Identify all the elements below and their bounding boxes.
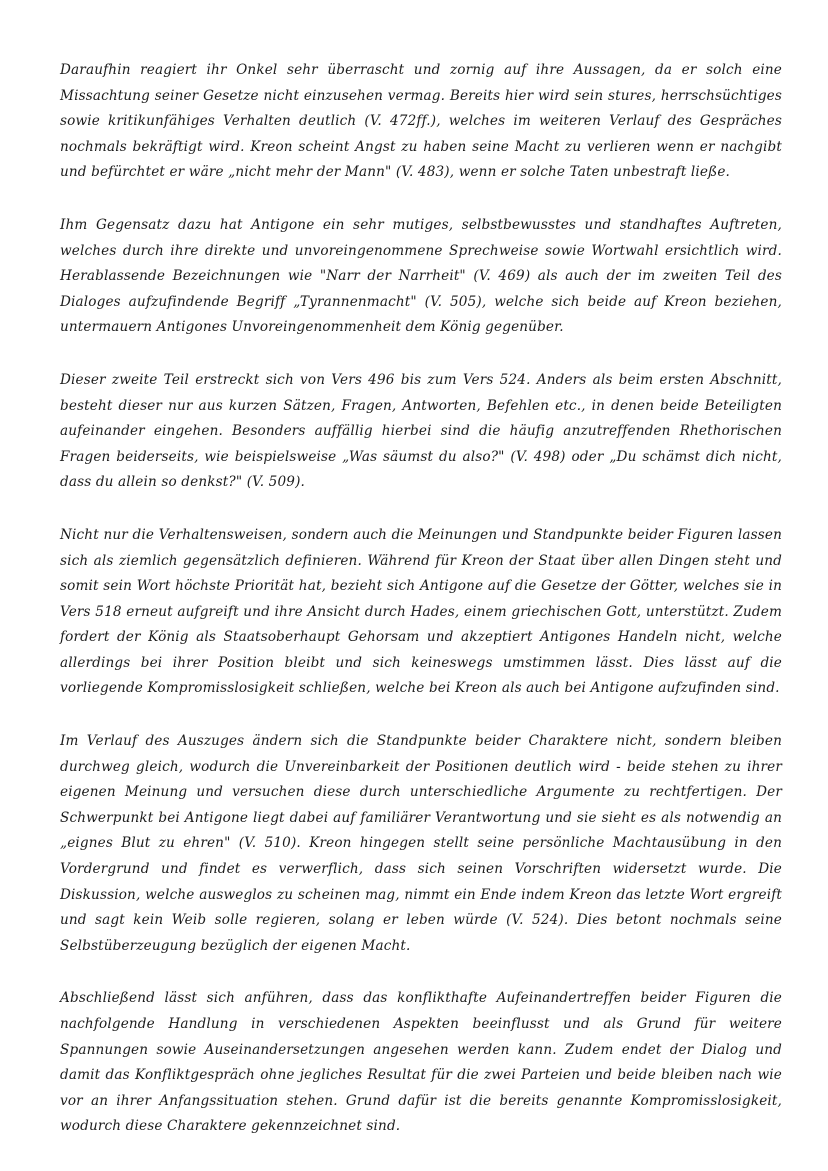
paragraph-2: Ihm Gegensatz dazu hat Antigone ein sehr mutiges, selbstbewusstes und standhaftes Auftreten, welches durch ihre direkte und unvoreingenommene Sprechweise sowie Wortwahl ersichtlich wird. Herablassende Bezeichnungen wie "Narr der Narrheit" (V. 469) als auch der im zweiten Teil des Dialoges aufzufindende Begriff „Tyrannenmacht" (V. 505), welche sich beide auf Kreon beziehen, untermauern Antigones Unvoreingenommenheit dem König gegenüber. [60, 216, 782, 336]
paragraph-3: Dieser zweite Teil erstreckt sich von Vers 496 bis zum Vers 524. Anders als beim ersten Abschnitt, besteht dieser nur aus kurzen Sätzen, Fragen, Antworten, Befehlen etc., in denen beide Beteiligten aufeinander eingehen. Besonders auffällig hierbei sind die häufig anzutreffenden Rhethorischen Fragen beiderseits, wie beispielsweise „Was säumst du also?" (V. 498) oder „Du schämst dich nicht, dass du allein so denkst?" (V. 509). [60, 371, 782, 491]
paragraph-4: Nicht nur die Verhaltensweisen, sondern auch die Meinungen und Standpunkte beider Figuren lassen sich als ziemlich gegensätzlich definieren. Während für Kreon der Staat über allen Dingen steht und somit sein Wort höchste Priorität hat, bezieht sich Antigone auf die Gesetze der Götter, welches sie in Vers 518 erneut aufgreift und ihre Ansicht durch Hades, einem griechischen Gott, unterstützt. Zudem fordert der König als Staatsoberhaupt Gehorsam und akzeptiert Antigones Handeln nicht, welche allerdings bei ihrer Position bleibt und sich keineswegs umstimmen lässt. Dies lässt auf die vorliegende Kompromisslosigkeit schließen, welche bei Kreon als auch bei Antigone aufzufinden sind. [60, 526, 782, 697]
paragraph-6: Abschließend lässt sich anführen, dass das konflikthafte Aufeinandertreffen beider Figuren die nachfolgende Handlung in verschiedenen Aspekten beeinflusst und als Grund für weitere Spannungen sowie Auseinandersetzungen angesehen werden kann. Zudem endet der Dialog und damit das Konfliktgespräch ohne jegliches Resultat für die zwei Parteien und beide bleiben nach wie vor an ihrer Anfangssituation stehen. Grund dafür ist die bereits genannte Kompromisslosigkeit, wodurch diese Charaktere gekennzeichnet sind. [60, 990, 782, 1135]
paragraph-5: Im Verlauf des Auszuges ändern sich die Standpunkte beider Charaktere nicht, sondern bleiben durchweg gleich, wodurch die Unvereinbarkeit der Positionen deutlich wird - beide stehen zu ihrer eigenen Meinung und versuchen diese durch unterschiedliche Argumente zu rechtfertigen. Der Schwerpunkt bei Antigone liegt dabei auf familiärer Verantwortung und sie sieht es als notwendig an „eignes Blut zu ehren" (V. 510). Kreon hingegen stellt seine persönliche Machtausübung in den Vordergrund und findet es verwerflich, dass sich seinen Vorschriften widersetzt wurde. Die Diskussion, welche ausweglos zu scheinen mag, nimmt ein Ende indem Kreon das letzte Wort ergreift und sagt kein Weib solle regieren, solang er leben würde (V. 524). Dies betont nochmals seine Selbstüberzeugung bezüglich der eigenen Macht. [60, 733, 782, 954]
paragraph-1: Daraufhin reagiert ihr Onkel sehr überrascht und zornig auf ihre Aussagen, da er solch eine Missachtung seiner Gesetze nicht einzusehen vermag. Bereits hier wird sein stures, herrschsüchtiges sowie kritikunfähiges Verhalten deutlich (V. 472ff.), welches im weiteren Verlauf des Gespräches nochmals bekräftigt wird. Kreon scheint Angst zu haben seine Macht zu verlieren wenn er nachgibt und befürchtet er wäre „nicht mehr der Mann" (V. 483), wenn er solche Taten unbestraft ließe. [60, 62, 782, 181]
